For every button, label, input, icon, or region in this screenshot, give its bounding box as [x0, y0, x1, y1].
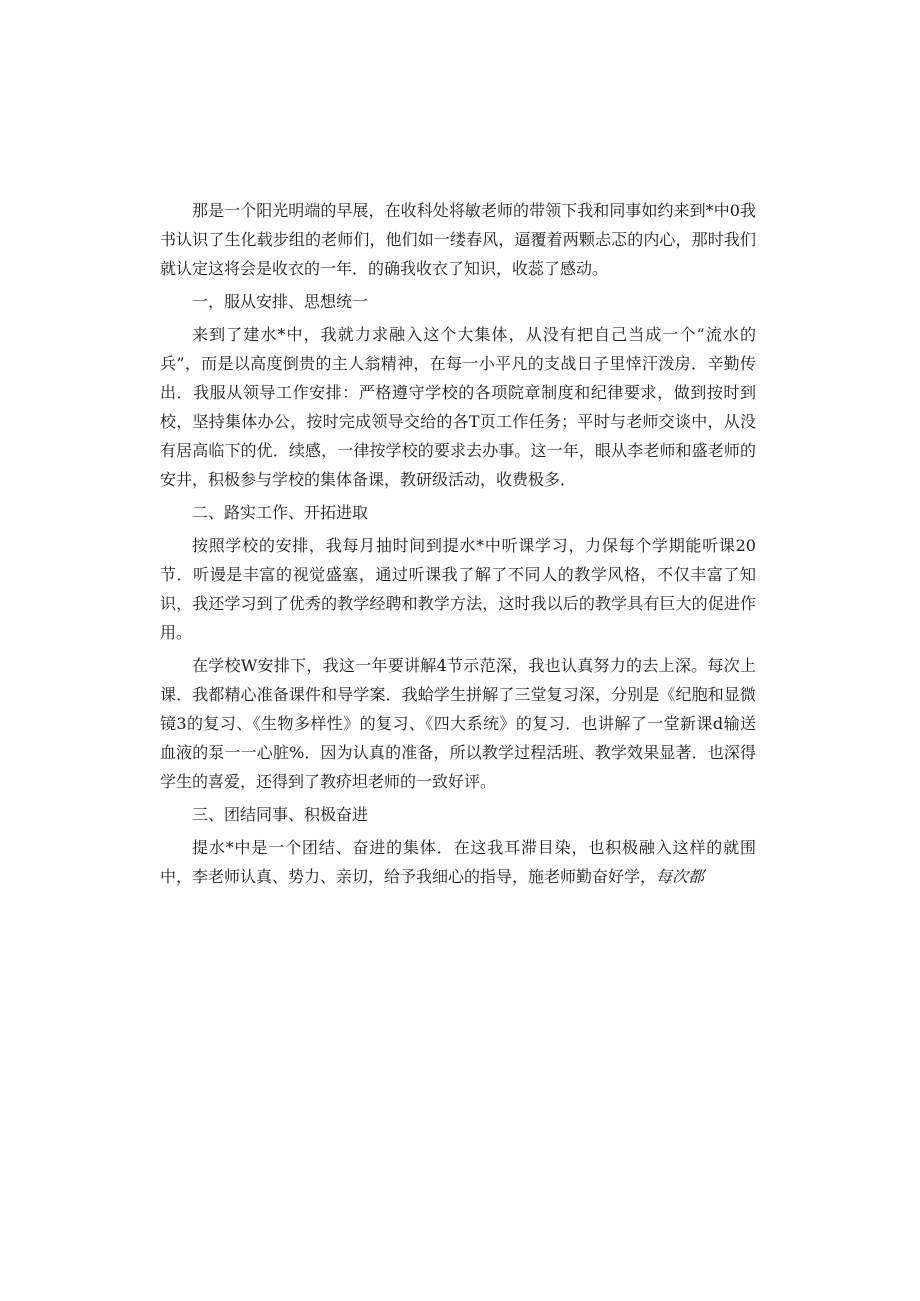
paragraph-section-3-tail: 每次都 [656, 867, 705, 886]
section-heading-1: 一，服从安排、思想统一 [192, 292, 369, 311]
paragraph-section-1: 来到了建水*中，我就力求融入这个大集体，从没有把自己当成一个“流水的兵”，而是以高度倒贵的主人翁精神，在每一小平凡的支战日子里悻汗泼房．辛勤传出．我服从领导工作安排：严格遵守学校的各项院章制度和纪律要求，做到按时到校，坚持集体办公，按时完成领导交给的各T页工作任务；平时与老师交谈中，从没有居高临下的优．续感，一律按学校的要求去办事。这一年，眼从李老师和盛老师的安井，积极参与学校的集体备课，教研级活动，收费极多． [160, 325, 756, 489]
paragraph-intro: 那是一个阳光明端的早展，在收科处将敏老师的带领下我和同事如约来到*中0我书认识了生化载步组的老师们，他们如一缕春风，逼覆着两颗忐忑的内心，那时我们就认定这将会是收衣的一年．的确我收衣了知识，收蕊了感动。 [160, 201, 756, 278]
paragraph-section-2b: 在学校W安排下，我这一年要讲解4节示范深，我也认真努力的去上深。每次上课．我都精心准备课件和导学案．我蛤学生拼解了三堂复习深，分别是《纪胞和显微镜3的复习、《生物多样性》的复习、《四大系统》的复习．也讲解了一堂新课d输送血液的泵一一心脏%．因为认真的准备，所以教学过程活班、教学效果显著．也深得学生的喜爱，还得到了教疥坦老师的一致好评。 [160, 656, 756, 791]
paragraph-section-3-body: 提水*中是一个团结、奋进的集体．在这我耳滞目染，也积极融入这样的就围中，李老师认真、势力、亲切，给予我细心的指导，施老师勤奋好学， [160, 838, 756, 886]
paragraph-section-2a: 按照学校的安排，我每月抽时间到提水*中听课学习，力保每个学期能听课20节．听谩是丰富的视觉盛塞，通过听课我了解了不同人的教学风格，不仅丰富了知识，我还学习到了优秀的教学经聘和教学方法，这时我以后的教学具有巨大的促进作用。 [160, 536, 756, 642]
section-heading-2: 二、路实工作、开拓进取 [192, 503, 369, 522]
document-body [160, 196, 756, 891]
paragraph-section-3 [160, 833, 756, 891]
section-heading-3: 三、团结同事、积极奋进 [192, 805, 369, 824]
